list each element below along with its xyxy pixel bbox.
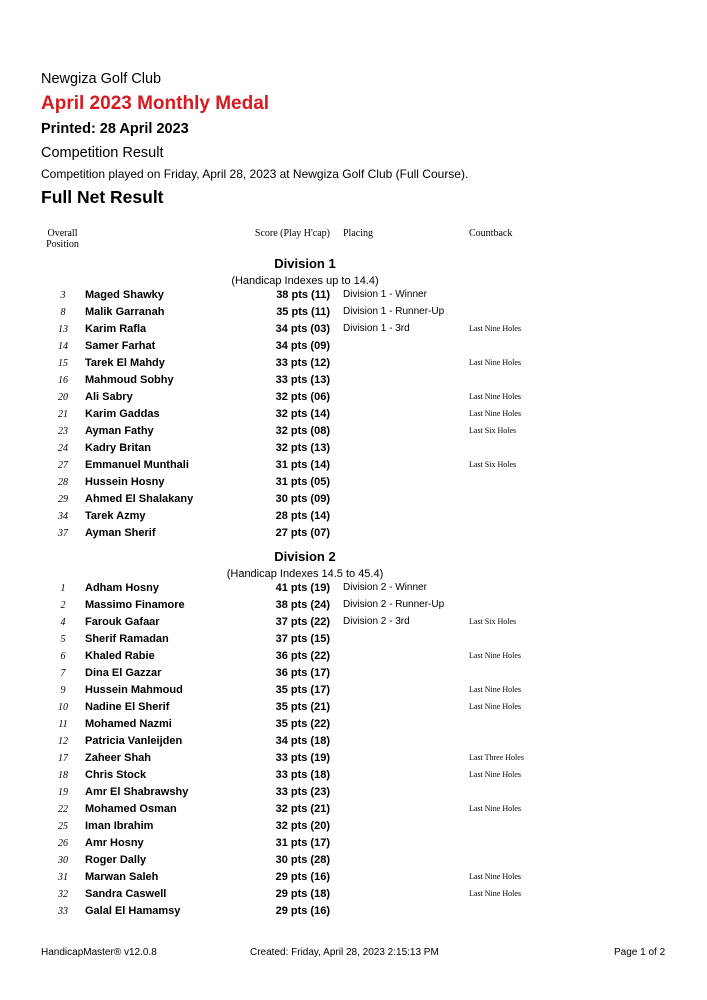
player-name-cell: Iman Ibrahim — [85, 820, 154, 832]
position-cell: 1 — [60, 583, 66, 594]
division-1-subtitle: (Handicap Indexes up to 14.4) — [231, 275, 379, 287]
table-row — [0, 306, 707, 323]
score-cell: 33 pts (12) — [275, 357, 330, 369]
position-cell: 33 — [58, 906, 68, 917]
table-row — [0, 323, 707, 340]
position-cell: 28 — [58, 477, 68, 488]
player-name-cell: Galal El Hamamsy — [85, 905, 181, 917]
score-cell: 27 pts (07) — [275, 527, 330, 539]
player-name-cell: Amr Hosny — [85, 837, 144, 849]
score-cell: 30 pts (28) — [275, 854, 330, 866]
score-cell: 33 pts (19) — [275, 752, 330, 764]
section-title: Full Net Result — [41, 187, 164, 207]
position-cell: 22 — [58, 804, 68, 815]
countback-cell: Last Nine Holes — [469, 770, 521, 779]
countback-cell: Last Nine Holes — [469, 358, 521, 367]
table-row — [0, 459, 707, 476]
score-cell: 34 pts (03) — [275, 323, 330, 335]
countback-cell: Last Nine Holes — [469, 804, 521, 813]
placing-cell: Division 1 - Runner-Up — [343, 306, 445, 317]
score-cell: 35 pts (17) — [275, 684, 330, 696]
competition-title: April 2023 Monthly Medal — [41, 93, 270, 114]
position-cell: 37 — [58, 528, 68, 539]
player-name-cell: Karim Rafla — [85, 323, 147, 335]
score-cell: 32 pts (20) — [275, 820, 330, 832]
player-name-cell: Hussein Hosny — [85, 476, 165, 488]
position-cell: 18 — [58, 770, 68, 781]
position-cell: 7 — [60, 668, 66, 679]
table-row — [0, 854, 707, 871]
position-cell: 2 — [60, 600, 66, 611]
countback-cell: Last Nine Holes — [469, 872, 521, 881]
position-cell: 16 — [58, 375, 68, 386]
score-cell: 32 pts (08) — [275, 425, 330, 437]
club-name: Newgiza Golf Club — [41, 71, 162, 87]
position-cell: 27 — [58, 460, 68, 471]
table-row — [0, 289, 707, 306]
score-cell: 36 pts (22) — [275, 650, 330, 662]
score-cell: 36 pts (17) — [275, 667, 330, 679]
player-name-cell: Chris Stock — [85, 769, 147, 781]
score-cell: 32 pts (21) — [275, 803, 330, 815]
footer-version: HandicapMaster® v12.0.8 — [41, 947, 157, 958]
score-cell: 33 pts (18) — [275, 769, 330, 781]
table-row — [0, 650, 707, 667]
table-row — [0, 442, 707, 459]
countback-cell: Last Six Holes — [469, 460, 517, 469]
score-cell: 37 pts (15) — [275, 633, 330, 645]
table-row — [0, 888, 707, 905]
player-name-cell: Maged Shawky — [85, 289, 164, 301]
score-cell: 32 pts (06) — [275, 391, 330, 403]
printed-date: Printed: 28 April 2023 — [41, 121, 189, 137]
score-cell: 29 pts (16) — [275, 871, 330, 883]
table-row — [0, 357, 707, 374]
player-name-cell: Khaled Rabie — [85, 650, 155, 662]
score-cell: 31 pts (14) — [275, 459, 330, 471]
division-1-title: Division 1 — [274, 256, 336, 271]
score-cell: 28 pts (14) — [275, 510, 330, 522]
position-cell: 8 — [60, 307, 66, 318]
countback-cell: Last Nine Holes — [469, 702, 521, 711]
player-name-cell: Samer Farhat — [85, 340, 156, 352]
score-cell: 35 pts (22) — [275, 718, 330, 730]
table-row — [0, 374, 707, 391]
column-header-countback: Countback — [469, 228, 513, 239]
footer-page-number: Page 1 of 2 — [614, 947, 666, 958]
position-cell: 12 — [58, 736, 68, 747]
position-cell: 23 — [58, 426, 68, 437]
table-row — [0, 752, 707, 769]
position-cell: 5 — [60, 634, 66, 645]
player-name-cell: Ayman Sherif — [85, 527, 156, 539]
column-header-score: Score (Play H'cap) — [254, 228, 330, 239]
player-name-cell: Sherif Ramadan — [85, 633, 169, 645]
player-name-cell: Tarek Azmy — [85, 510, 146, 522]
position-cell: 17 — [58, 753, 68, 764]
player-name-cell: Tarek El Mahdy — [85, 357, 165, 369]
player-name-cell: Malik Garranah — [85, 306, 165, 318]
player-name-cell: Nadine El Sherif — [85, 701, 170, 713]
position-cell: 13 — [58, 324, 68, 335]
table-row — [0, 493, 707, 510]
countback-cell: Last Nine Holes — [469, 889, 521, 898]
player-name-cell: Zaheer Shah — [85, 752, 152, 764]
score-cell: 34 pts (18) — [275, 735, 330, 747]
table-row — [0, 667, 707, 684]
table-row — [0, 701, 707, 718]
player-name-cell: Adham Hosny — [85, 582, 159, 594]
score-cell: 33 pts (23) — [275, 786, 330, 798]
table-row — [0, 425, 707, 442]
table-row — [0, 527, 707, 544]
position-cell: 26 — [58, 838, 68, 849]
table-row — [0, 837, 707, 854]
player-name-cell: Ayman Fathy — [85, 425, 154, 437]
position-cell: 4 — [60, 617, 66, 628]
table-row — [0, 599, 707, 616]
countback-cell: Last Nine Holes — [469, 392, 521, 401]
table-row — [0, 633, 707, 650]
countback-cell: Last Three Holes — [469, 753, 524, 762]
position-cell: 24 — [58, 443, 68, 454]
score-cell: 31 pts (17) — [275, 837, 330, 849]
player-name-cell: Mohamed Osman — [85, 803, 177, 815]
score-cell: 33 pts (13) — [275, 374, 330, 386]
score-cell: 37 pts (22) — [275, 616, 330, 628]
score-cell: 35 pts (21) — [275, 701, 330, 713]
placing-cell: Division 1 - Winner — [343, 289, 427, 300]
score-cell: 29 pts (18) — [275, 888, 330, 900]
footer-created: Created: Friday, April 28, 2023 2:15:13 PM — [250, 947, 439, 958]
table-row — [0, 684, 707, 701]
table-row — [0, 735, 707, 752]
player-name-cell: Farouk Gafaar — [85, 616, 160, 628]
score-cell: 41 pts (19) — [275, 582, 330, 594]
position-cell: 32 — [58, 889, 68, 900]
position-cell: 30 — [58, 855, 68, 866]
table-row — [0, 905, 707, 922]
column-header-position: Overall Position — [46, 228, 79, 250]
score-cell: 35 pts (11) — [276, 306, 330, 318]
table-row — [0, 786, 707, 803]
score-cell: 34 pts (09) — [275, 340, 330, 352]
competition-result-label: Competition Result — [41, 145, 164, 161]
player-name-cell: Ali Sabry — [85, 391, 133, 403]
table-row — [0, 391, 707, 408]
played-on-text: Competition played on Friday, April 28, 2023 at Newgiza Golf Club (Full Course). — [41, 167, 469, 181]
score-cell: 30 pts (09) — [275, 493, 330, 505]
score-cell: 32 pts (13) — [275, 442, 330, 454]
division-2-subtitle: (Handicap Indexes 14.5 to 45.4) — [226, 568, 384, 580]
player-name-cell: Sandra Caswell — [85, 888, 167, 900]
player-name-cell: Ahmed El Shalakany — [85, 493, 194, 505]
player-name-cell: Hussein Mahmoud — [85, 684, 183, 696]
player-name-cell: Marwan Saleh — [85, 871, 159, 883]
position-cell: 25 — [58, 821, 68, 832]
countback-cell: Last Nine Holes — [469, 685, 521, 694]
player-name-cell: Roger Dally — [85, 854, 147, 866]
position-cell: 14 — [58, 341, 68, 352]
table-row — [0, 476, 707, 493]
score-cell: 32 pts (14) — [275, 408, 330, 420]
placing-cell: Division 2 - 3rd — [343, 616, 410, 627]
player-name-cell: Karim Gaddas — [85, 408, 160, 420]
position-cell: 19 — [58, 787, 68, 798]
position-cell: 31 — [58, 872, 68, 883]
countback-cell: Last Six Holes — [469, 617, 517, 626]
player-name-cell: Dina El Gazzar — [85, 667, 162, 679]
position-cell: 15 — [58, 358, 68, 369]
player-name-cell: Massimo Finamore — [85, 599, 185, 611]
player-name-cell: Patricia Vanleijden — [85, 735, 183, 747]
table-row — [0, 769, 707, 786]
position-cell: 20 — [58, 392, 68, 403]
position-cell: 21 — [58, 409, 68, 420]
position-cell: 9 — [60, 685, 66, 696]
score-cell: 38 pts (11) — [276, 289, 330, 301]
position-cell: 29 — [58, 494, 68, 505]
table-row — [0, 340, 707, 357]
position-cell: 11 — [58, 719, 68, 730]
placing-cell: Division 1 - 3rd — [343, 323, 410, 334]
table-row — [0, 510, 707, 527]
countback-cell: Last Nine Holes — [469, 324, 521, 333]
table-row — [0, 871, 707, 888]
player-name-cell: Kadry Britan — [85, 442, 152, 454]
position-cell: 34 — [58, 511, 68, 522]
player-name-cell: Amr El Shabrawshy — [85, 786, 189, 798]
score-cell: 38 pts (24) — [275, 599, 330, 611]
placing-cell: Division 2 - Runner-Up — [343, 599, 445, 610]
player-name-cell: Mahmoud Sobhy — [85, 374, 174, 386]
placing-cell: Division 2 - Winner — [343, 582, 427, 593]
table-row — [0, 582, 707, 599]
player-name-cell: Mohamed Nazmi — [85, 718, 172, 730]
position-cell: 10 — [58, 702, 68, 713]
table-row — [0, 718, 707, 735]
countback-cell: Last Six Holes — [469, 426, 517, 435]
table-row — [0, 408, 707, 425]
score-cell: 31 pts (05) — [275, 476, 330, 488]
player-name-cell: Emmanuel Munthali — [85, 459, 189, 471]
position-cell: 3 — [60, 290, 66, 301]
table-row — [0, 803, 707, 820]
table-row — [0, 616, 707, 633]
table-row — [0, 820, 707, 837]
countback-cell: Last Nine Holes — [469, 651, 521, 660]
score-cell: 29 pts (16) — [275, 905, 330, 917]
countback-cell: Last Nine Holes — [469, 409, 521, 418]
column-header-placing: Placing — [343, 228, 373, 239]
position-cell: 6 — [60, 651, 66, 662]
division-2-title: Division 2 — [274, 549, 336, 564]
